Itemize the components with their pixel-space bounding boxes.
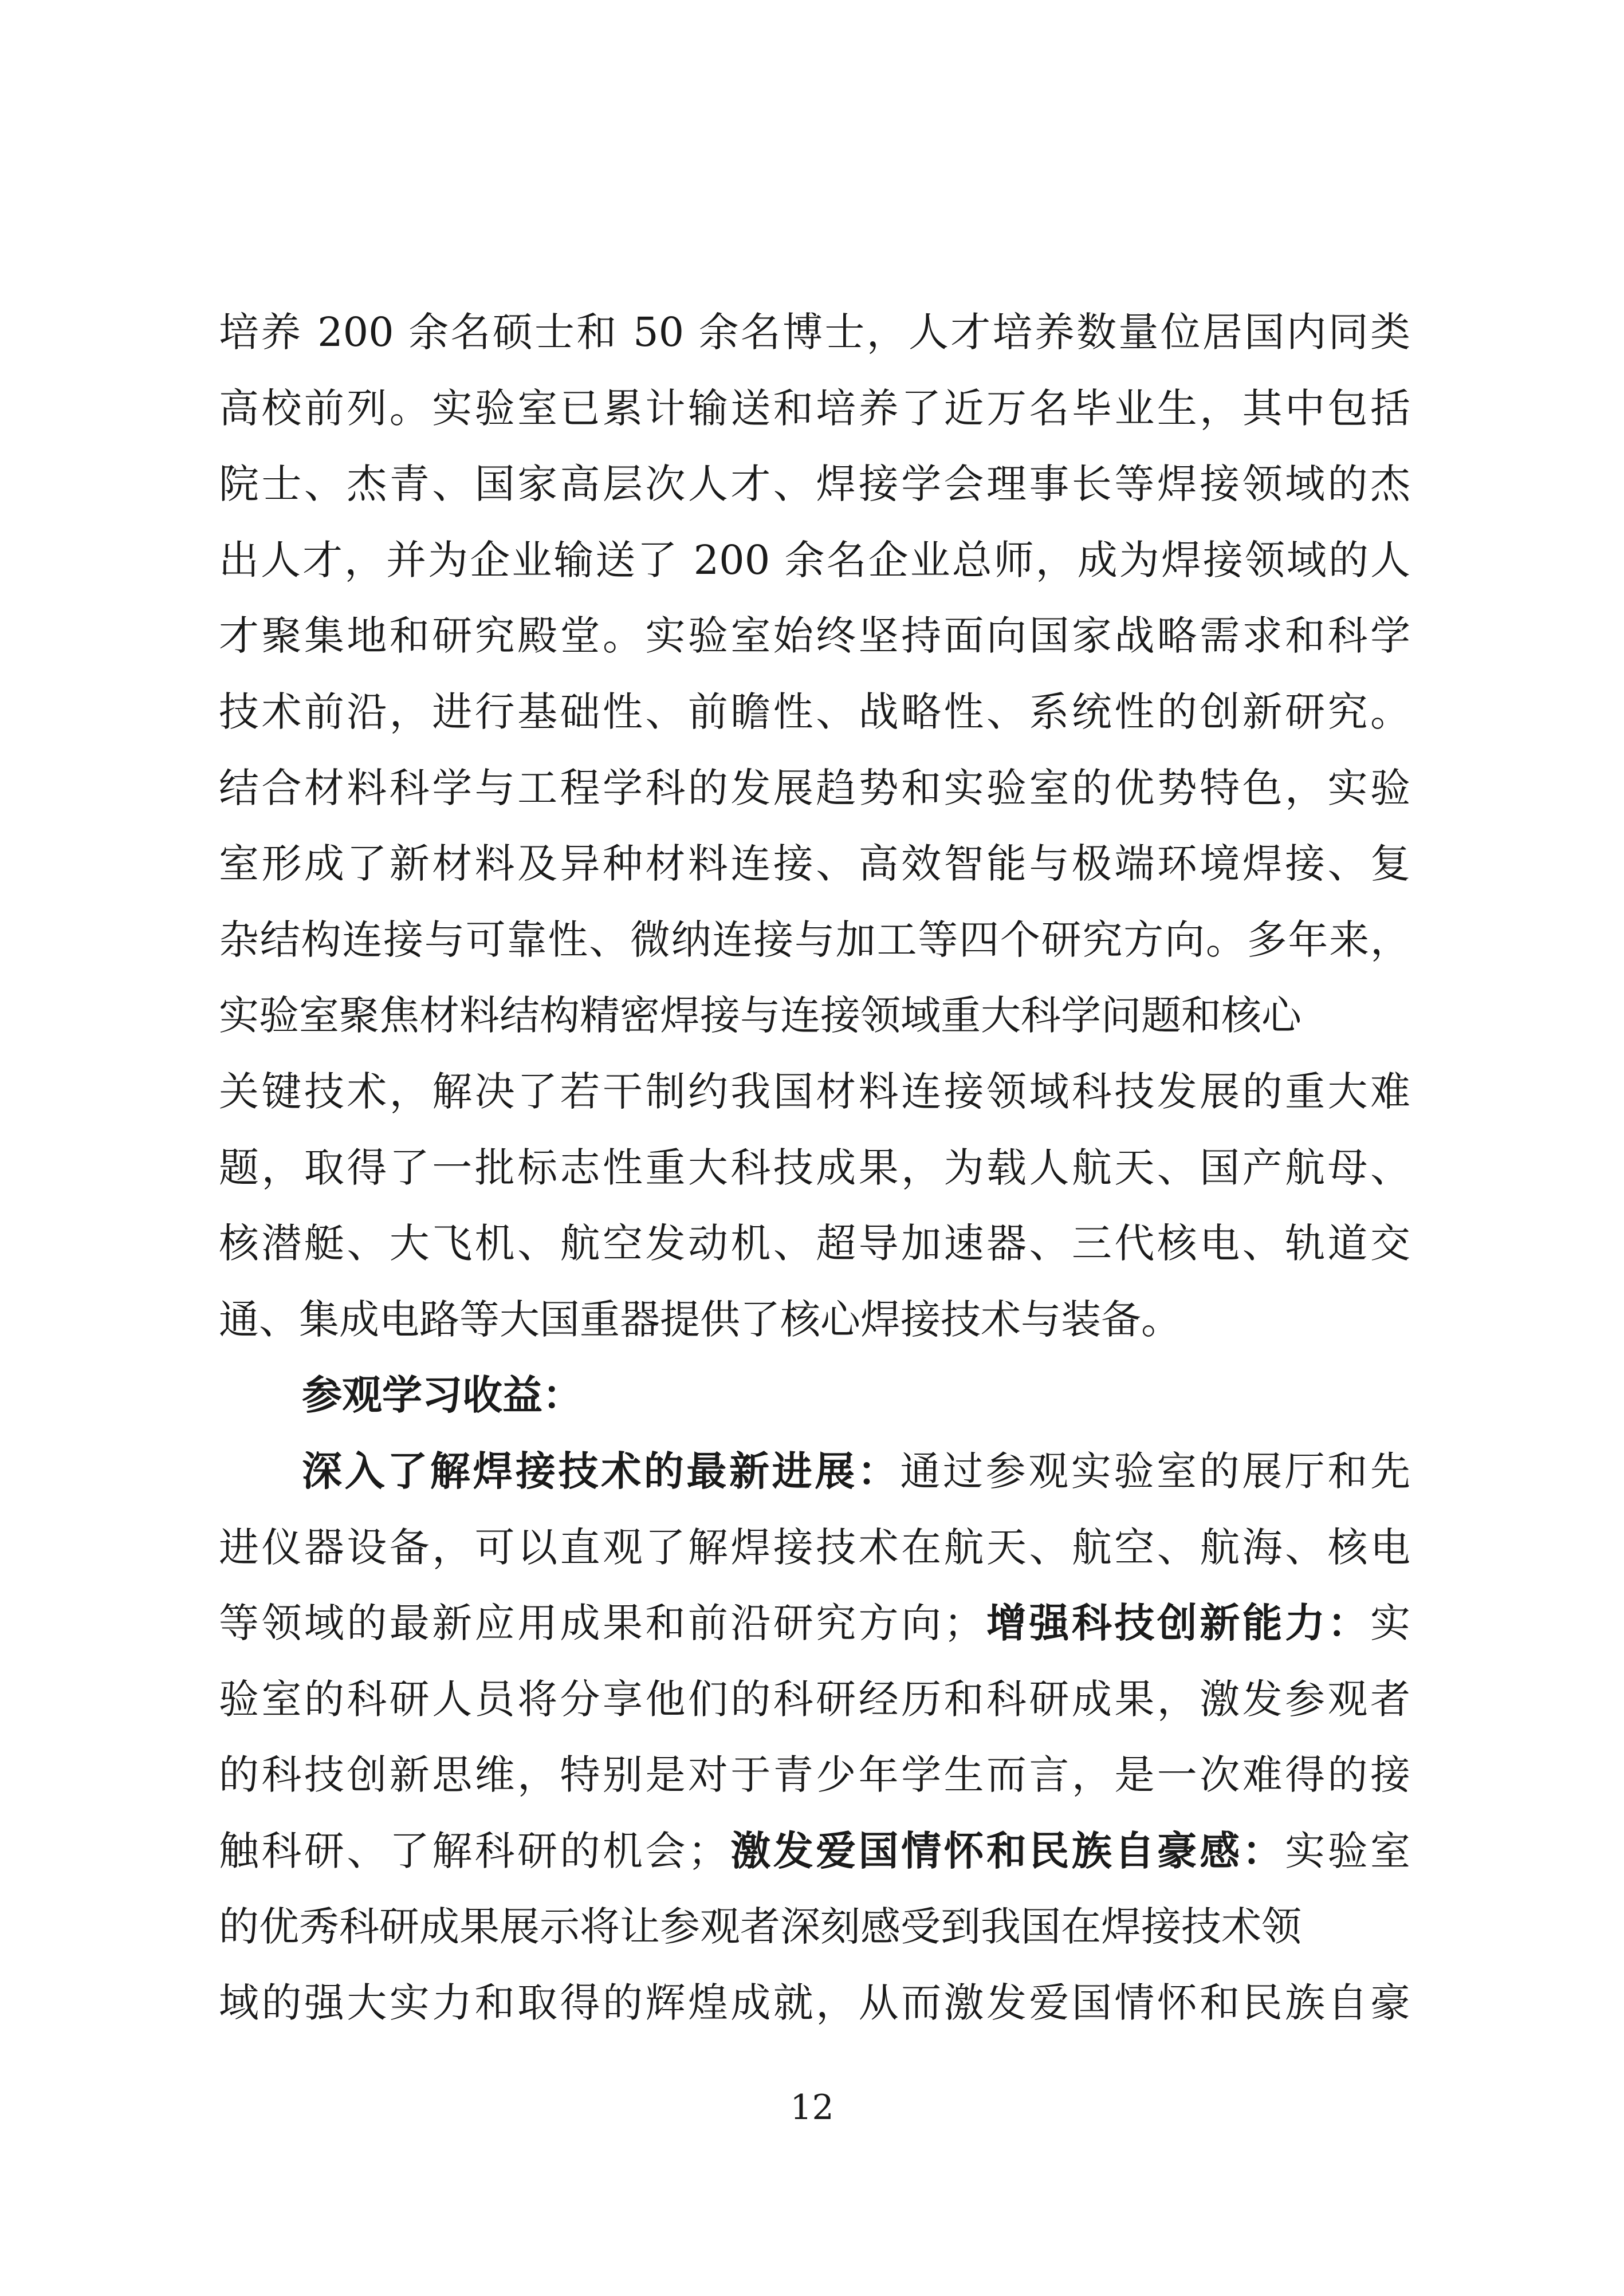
text-line: 结合材料科学与工程学科的发展趋势和实验室的优势特色，实验 <box>219 764 1410 812</box>
text-line: 关键技术，解决了若干制约我国材料连接领域科技发展的重大难 <box>219 1068 1410 1115</box>
page-number: 12 <box>790 2088 834 2128</box>
text-line: 院士、杰青、国家高层次人才、焊接学会理事长等焊接领域的杰 <box>219 460 1410 508</box>
section-heading: 参观学习收益： <box>302 1371 583 1419</box>
text-line: 验室的科研人员将分享他们的科研经历和科研成果，激发参观者 <box>219 1675 1410 1723</box>
text-line <box>219 1433 1410 1510</box>
text-line: 杂结构连接与可靠性、微纳连接与加工等四个研究方向。多年来， <box>219 916 1410 963</box>
text-line: 室形成了新材料及异种材料连接、高效智能与极端环境焊接、复 <box>219 840 1410 888</box>
text-run: 实验室 <box>1285 1827 1411 1874</box>
text-line: 核潜艇、大飞机、航空发动机、超导加速器、三代核电、轨道交 <box>219 1220 1410 1267</box>
text-line: 的优秀科研成果展示将让参观者深刻感受到我国在焊接技术领 <box>219 1903 1301 1951</box>
text-line: 技术前沿，进行基础性、前瞻性、战略性、系统性的创新研究。 <box>219 688 1410 735</box>
text-run: 触科研、了解科研的机会； <box>219 1827 728 1874</box>
text-line: 实验室聚焦材料结构精密焊接与连接领域重大科学问题和核心 <box>219 992 1301 1039</box>
text-line: 培养 200 余名硕士和 50 余名博士，人才培养数量位居国内同类 <box>219 309 1410 356</box>
text-line: 进仪器设备，可以直观了解焊接技术在航天、航空、航海、核电 <box>219 1523 1410 1571</box>
text-line: 高校前列。实验室已累计输送和培养了近万名毕业生，其中包括 <box>219 384 1410 432</box>
bold-phrase: 激发爱国情怀和民族自豪感： <box>728 1826 1285 1874</box>
bold-phrase: 增强科技创新能力： <box>984 1599 1371 1647</box>
text-run: 等领域的最新应用成果和前沿研究方向； <box>219 1600 984 1647</box>
text-run: 通过参观实验室的展厅和先 <box>900 1447 1411 1495</box>
text-line <box>219 1585 1410 1661</box>
text-line: 题，取得了一批标志性重大科技成果，为载人航天、国产航母、 <box>219 1144 1410 1191</box>
bold-phrase: 深入了解焊接技术的最新进展： <box>302 1447 901 1495</box>
text-run: 实 <box>1370 1600 1411 1647</box>
text-line: 出人才，并为企业输送了 200 余名企业总师，成为焊接领域的人 <box>219 536 1410 584</box>
text-line <box>219 1813 1410 1889</box>
text-line: 通、集成电路等大国重器提供了核心焊接技术与装备。 <box>219 1295 1181 1343</box>
text-line: 域的强大实力和取得的辉煌成就，从而激发爱国情怀和民族自豪 <box>219 1979 1410 2027</box>
text-line: 的科技创新思维，特别是对于青少年学生而言，是一次难得的接 <box>219 1751 1410 1799</box>
body-text <box>219 294 1410 2041</box>
text-line: 才聚集地和研究殿堂。实验室始终坚持面向国家战略需求和科学 <box>219 612 1410 660</box>
